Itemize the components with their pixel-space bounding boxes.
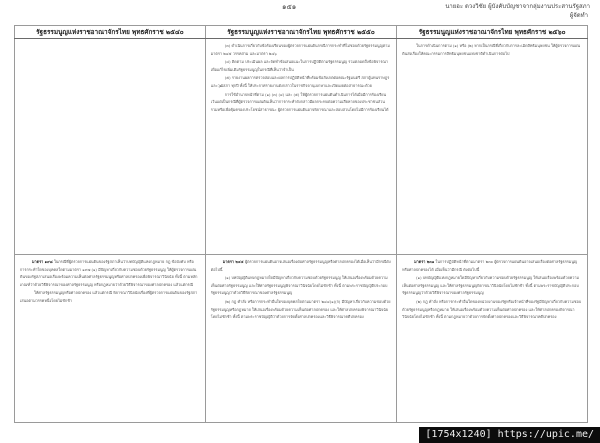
header-constitution-2550: รัฐธรรมนูญแห่งราชอาณาจักรไทย พุทธศักราช ๒๕๕๐ (205, 26, 396, 39)
row-a-col-2540 (15, 39, 206, 255)
paragraph: (๑) บทบัญญัติแห่งกฎหมายใดมีปัญหาเกี่ยวกับความชอบด้วยรัฐธรรมนูญ ให้เสนอเรื่องพร้อมด้วยความเห็นต่อศาลรัฐธรรมนูญ และให้ศาลรัฐธรรมนูญพิจารณาวินิจฉัยโดยไม่ชักช้า ทั้งนี้ ตามพระราชบัญญัติประกอบรัฐธรรมนูญว่าด้วยวิธีพิจารณาของศาลรัฐธรรมนูญ (210, 275, 388, 296)
header-constitution-2560: รัฐธรรมนูญแห่งราชอาณาจักรไทย พุทธศักราช ๒๕๖๐ (397, 26, 588, 39)
section-paragraph (402, 258, 582, 273)
paragraph: ในการดำเนินการตาม (๑) หรือ (๒) หากเป็นกรณีที่เกี่ยวกับการละเมิดสิทธิมนุษยชน ให้ผู้ตรวจการแผ่นดินส่งเรื่องให้คณะกรรมการสิทธิมนุษยชนแห่งชาติดำเนินการต่อไป (402, 43, 581, 56)
author-role: ผู้จัดทำ (569, 12, 588, 19)
row-b-col-2560 (397, 255, 588, 423)
row-b-col-2540 (15, 255, 206, 423)
constitution-comparison-table (14, 25, 588, 423)
paragraph: (๕) รายงานผลการตรวจสอบและผลการปฏิบัติหน้าที่พร้อมข้อสังเกตต่อคณะรัฐมนตรี สภาผู้แทนราษฎร และวุฒิสภา ทุกปี ทั้งนี้ ให้ประกาศรายงานดังกล่าวในราชกิจจานุเบกษาและเปิดเผยต่อสาธารณะด้วย (210, 75, 390, 88)
paragraph-text: ในกรณีที่ผู้ตรวจการแผ่นดินของรัฐสภาเห็นว่าบทบัญญัติแห่งกฎหมาย กฎ ข้อบังคับ หรือการกระทำใดของบุคคลใดตามมาตรา ๑๙๗ (๑) มีปัญหาเกี่ยวกับความชอบด้วยรัฐธรรมนูญ ให้ผู้ตรวจการแผ่นดินของรัฐสภาเสนอเรื่องพร้อมความเห็นต่อศาลรัฐธรรมนูญหรือศาลปกครองเพื่อพิจารณาวินิจฉัย ทั้งนี้ ตามหลักเกณฑ์ว่าด้วยวิธีพิจารณาของศาลรัฐธรรมนูญ หรือกฎหมายว่าด้วยวิธีพิจารณาของศาลปกครอง แล้วแต่กรณี (20, 259, 198, 287)
upic-watermark (419, 427, 600, 443)
section-heading: มาตรา ๒๔๕ (222, 259, 244, 264)
watermark-dimensions: [1754x1240] (425, 429, 492, 440)
section-heading: มาตรา ๒๓๑ (414, 259, 435, 264)
author-name: นายอะ ดวงวิชัย ผู้บังคับบัญชาจากลุ่มงานประสานรัฐสภา (445, 3, 590, 10)
row-b-col-2550 (205, 255, 396, 423)
paragraph: (๓) ดำเนินการเกี่ยวกับข้อร้องเรียนของผู้ตรวจการแผ่นดินกรณีการกระทำที่ไม่ชอบด้วยรัฐธรรมนูญตามมาตรา ๒๔๕ วรรคสาม และมาตรา ๒๔๖ (210, 43, 390, 56)
section-paragraph (20, 258, 200, 288)
watermark-url: https://upic.me/ (497, 429, 594, 440)
paragraph: (๔) ติดตาม ประเมินผล และจัดทำข้อเสนอแนะในการปฏิบัติตามรัฐธรรมนูญ รวมตลอดถึงข้อพิจารณาเพื่อแก้ไขเพิ่มเติมรัฐธรรมนูญในกรณีที่เห็นว่าจำเป็น (210, 59, 389, 72)
row-a-col-2560 (397, 39, 588, 255)
table-row (15, 39, 588, 255)
paragraph-text: ในการปฏิบัติหน้าที่ตามมาตรา ๒๓๐ ผู้ตรวจการแผ่นดินอาจเสนอเรื่องต่อศาลรัฐธรรมนูญหรือศาลปกครองได้ เมื่อเห็นว่ามีกรณี ดังต่อไปนี้ (402, 259, 578, 272)
paragraph: (๑) บทบัญญัติแห่งกฎหมายใดมีปัญหาเกี่ยวกับความชอบด้วยรัฐธรรมนูญ ให้เสนอเรื่องพร้อมด้วยความเห็นต่อศาลรัฐธรรมนูญ และให้ศาลรัฐธรรมนูญพิจารณาวินิจฉัยโดยไม่ชักช้า ทั้งนี้ ตามพระราชบัญญัติประกอบรัฐธรรมนูญว่าด้วยวิธีพิจารณาของศาลรัฐธรรมนูญ (402, 275, 580, 296)
header-constitution-2540: รัฐธรรมนูญแห่งราชอาณาจักรไทย พุทธศักราช ๒๕๔๐ (15, 26, 206, 39)
paragraph: (๒) กฎ คำสั่ง หรือการกระทำอื่นใดของหน่วยงานของรัฐหรือเจ้าหน้าที่ของรัฐมีปัญหาเกี่ยวกับความชอบด้วยรัฐธรรมนูญหรือกฎหมาย ให้เสนอเรื่องพร้อมด้วยความเห็นต่อศาลปกครอง และให้ศาลปกครองพิจารณาวินิจฉัยโดยไม่ชักช้า ทั้งนี้ ตามกฎหมายว่าด้วยการจัดตั้งศาลปกครองและวิธีพิจารณาคดีปกครอง (402, 298, 582, 320)
paragraph: การใช้อำนาจหน้าที่ตาม (๑) (๓) (๔) และ (๕) ให้ผู้ตรวจการแผ่นดินดำเนินการได้เมื่อมีการร้องเรียน เว้นแต่เป็นกรณีที่ผู้ตรวจการแผ่นดินเห็นว่าการกระทำดังกล่าวมีผลกระทบต่อความเสียหายของประชาชนส่วนรวมหรือเพื่อคุ้มครองประโยชน์สาธารณะ ผู้ตรวจการแผ่นดินอาจพิจารณาและสอบสวนโดยไม่มีการร้องเรียนได้ (210, 91, 389, 112)
page-number: ๑๕๑ (282, 3, 297, 11)
author-note (420, 2, 590, 20)
paragraph-text: ผู้ตรวจการแผ่นดินอาจเสนอเรื่องต่อศาลรัฐธรรมนูญหรือศาลปกครองได้เมื่อเห็นว่ามีกรณีดังต่อไปนี้ (210, 259, 391, 272)
section-paragraph (211, 258, 391, 273)
row-a-col-2550 (205, 39, 396, 255)
paragraph: (๒) กฎ คำสั่ง หรือการกระทำอื่นใดของบุคคลใดตามมาตรา ๒๔๔(๑)(ก) มีปัญหาเกี่ยวกับความชอบด้วยรัฐธรรมนูญหรือกฎหมาย ให้เสนอเรื่องพร้อมด้วยความเห็นต่อศาลปกครอง และให้ศาลปกครองพิจารณาวินิจฉัยโดยไม่ชักช้า ทั้งนี้ ตามพระราชบัญญัติว่าด้วยการจัดตั้งศาลปกครองและวิธีพิจารณาคดีปกครอง (210, 298, 391, 320)
table-header-row (15, 26, 588, 39)
table-row (15, 255, 588, 423)
section-heading: มาตรา ๑๙๘ (32, 259, 53, 264)
paragraph: ให้ศาลรัฐธรรมนูญหรือศาลปกครอง แล้วแต่กรณี พิจารณาวินิจฉัยเรื่องที่ผู้ตรวจการแผ่นดินของรัฐสภาเสนอตามวรรคหนึ่งโดยไม่ชักช้า (20, 290, 198, 303)
